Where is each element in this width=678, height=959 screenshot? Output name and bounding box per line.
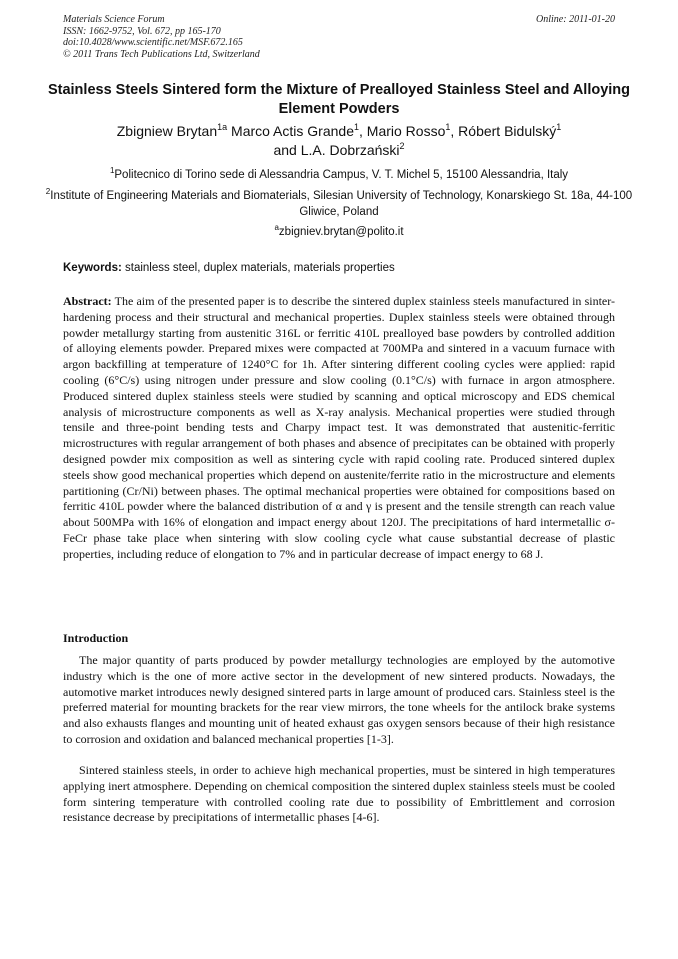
author-separator: ,: [450, 123, 455, 139]
author-name: L.A. Dobrzański: [300, 142, 400, 158]
author-name: Mario Rosso: [366, 123, 446, 139]
copyright-line: © 2011 Trans Tech Publications Ltd, Switzerland: [63, 48, 260, 60]
affiliation-text: Institute of Engineering Materials and Biomaterials, Silesian University of Technology, Konarskiego St. 18a, 44-100 Gliwice, Poland: [50, 190, 633, 218]
email-text: zbigniev.brytan@polito.it: [278, 226, 404, 238]
author-superscript: 1a: [217, 122, 228, 132]
author-superscript: 1: [556, 122, 562, 132]
doi-line: doi:10.4028/www.scientific.net/MSF.672.165: [63, 37, 243, 48]
affiliation-superscript: 2: [45, 187, 51, 196]
paper-title: Stainless Steels Sintered form the Mixture of Prealloyed Stainless Steel and Alloying Element Powders: [47, 82, 631, 117]
introduction-paragraph: Sintered stainless steels, in order to achieve high mechanical properties, must be sintered in high temperatures applying inert atmosphere. Depending on chemical composition the sintered duplex stainless steels must be cooled form sintering temperature with controlled cooling rate due to possibility of Embrittlement and corrosion resistance decrease by precipitations of intermetallic phases [4-6].: [63, 763, 615, 825]
keywords-text: stainless steel, duplex materials, materials properties: [125, 262, 395, 274]
online-date: Online: 2011-01-20: [536, 14, 615, 25]
issn-line: ISSN: 1662-9752, Vol. 672, pp 165-170: [63, 25, 221, 37]
introduction-paragraph: The major quantity of parts produced by powder metallurgy technologies are employed by the automotive industry which is the one of more active sector in the development of new sintered products. Nowadays, the automotive market introduces newly designed sintered parts in large amount of produced cars. Stainless steel is the preferred material for mounting brackets for the rear view mirrors, the tone wheels for the antilock brake systems and also exhausts flanges and mounting unit of heated exhaust gas oxygen sensors because of their high resistance to corrosion and oxidation and balanced mechanical properties [1-3].: [63, 653, 615, 746]
author-name: Marco Actis Grande: [231, 123, 354, 139]
introduction-heading: Introduction: [63, 631, 129, 645]
author-separator: ,: [359, 123, 363, 139]
author-superscript: 1: [445, 122, 451, 132]
affiliation-text: Politecnico di Torino sede di Alessandria Campus, V. T. Michel 5, 15100 Alessandria, Italy: [114, 169, 569, 181]
journal-name: Materials Science Forum: [63, 14, 165, 25]
affiliation-1: [40, 167, 638, 183]
keywords: [63, 261, 615, 275]
author-list: [40, 122, 638, 160]
author-separator: and: [273, 142, 297, 158]
affiliation-2: [40, 188, 638, 220]
affiliation-superscript: 1: [109, 166, 115, 175]
author-name: Róbert Bidulský: [458, 123, 557, 139]
keywords-label: Keywords:: [63, 262, 122, 274]
author-name: Zbigniew Brytan: [116, 123, 218, 139]
abstract-text: The aim of the presented paper is to describe the sintered duplex stainless steels manufactured in sinter-hardening process and their structural and mechanical properties. Duplex stainless steels were obtained through powder metallurgy starting from austenitic 316L or ferritic 410L prealloyed base powders by controlled addition of alloying elements powder. Prepared mixes were compacted at 700MPa and sintered in a vacuum furnace with argon backfilling at temperature of 1240°C for 1h. After sintering different cooling cycles were applied: rapid cooling (6°C/s) using nitrogen under pressure and slow cooling (0.1°C/s) with furnace in argon atmosphere. Produced sintered duplex stainless steels were studied by scanning and optical microscopy and EDS chemical analysis of microstructure components as well as X-ray analysis. Mechanical properties were studied through tensile and three-point bending tests and Charpy impact test. It was demonstrated that austenitic-ferritic microstructures with regular arrangement of both phases and absence of precipitates can be obtained with properly designed powder mix composition as well as sintering cycle with rapid cooling rate. Produced sintered duplex steels show good mechanical properties which depend on austenite/ferrite ratio in the microstructure and elements partitioning (Cr/Ni) between phases. The optimal mechanical properties were obtained for compositions based on ferritic 410L powder where the balanced distribution of α and γ is present and the tensile strength can reach value about 500MPa with 16% of elongation and impact energy about 120J. The precipitations of hard intermetallic σ-FeCr phase take place when sintering with slow cooling cycle what cause substantial decrease of plastic properties, including reduce of elongation to 7% and in particular decrease of impact energy to 68 J.: [63, 294, 615, 561]
author-superscript: 2: [399, 141, 405, 151]
author-email: [40, 224, 638, 240]
abstract: [63, 294, 615, 563]
author-superscript: 1: [353, 122, 359, 132]
email-superscript: a: [274, 223, 279, 232]
abstract-label: Abstract:: [63, 294, 112, 308]
journal-header: [63, 14, 615, 60]
